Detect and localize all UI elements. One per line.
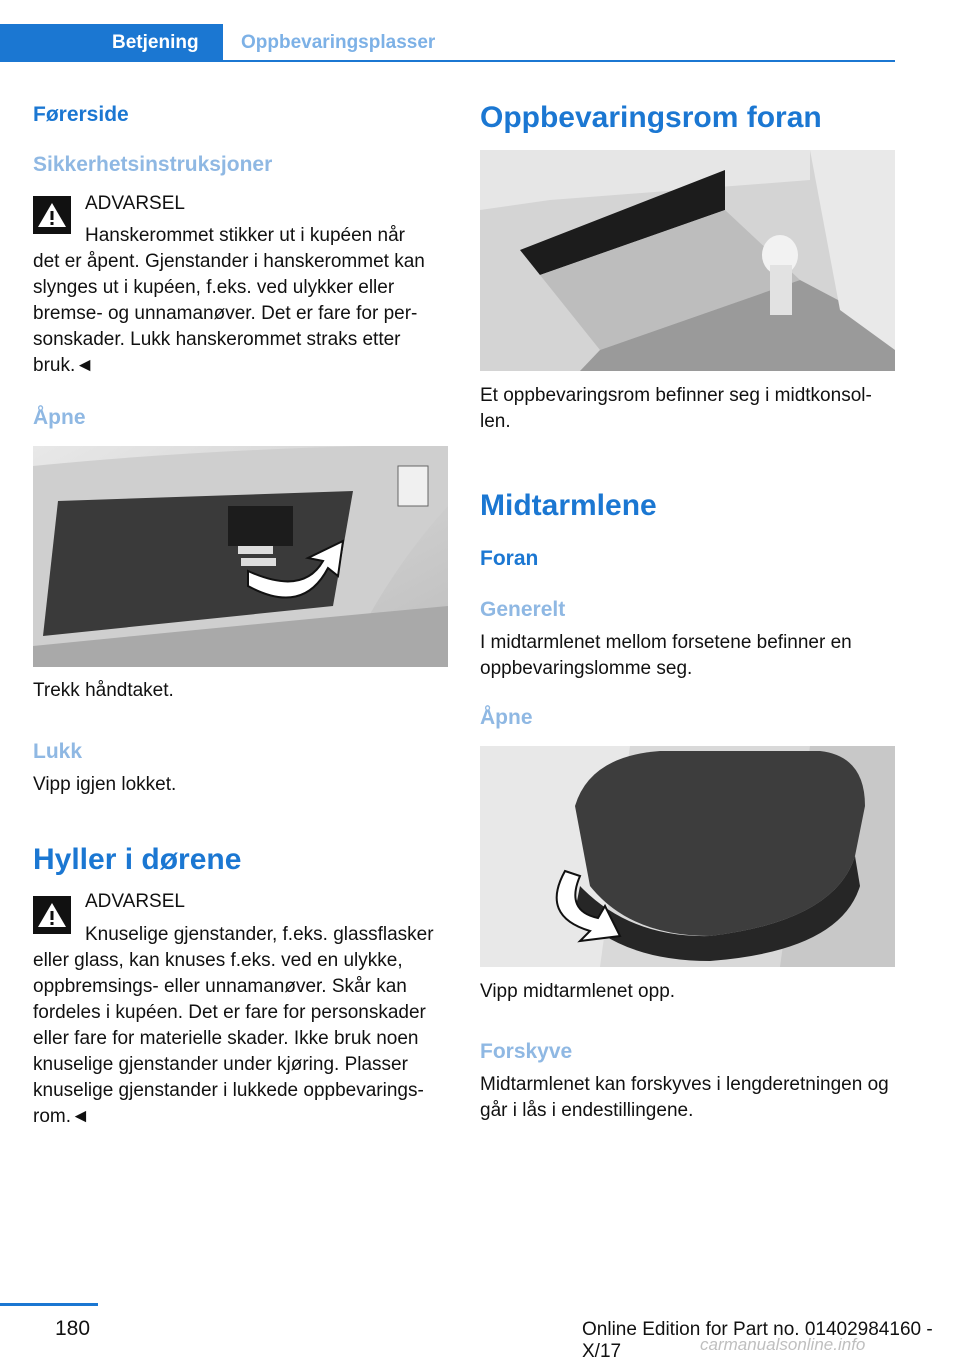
section-tab-inactive: Oppbevaringsplasser: [241, 32, 436, 53]
heading-slide: Forskyve: [480, 1040, 573, 1063]
heading-front-storage: Oppbevaringsrom foran: [480, 101, 822, 134]
watermark: carmanualsonline.info: [700, 1335, 866, 1354]
armrest-image: [480, 746, 895, 967]
page-header: [0, 0, 960, 62]
text-front-storage: Et oppbevaringsrom befinner seg i midtkonsol-len.: [480, 385, 872, 432]
text-slide: Midtarmlenet kan forskyves i lengderetningen og går i lås i endestillingene.: [480, 1074, 889, 1121]
caption-armrest: Vipp midtarmlenet opp.: [480, 981, 676, 1002]
heading-safety: Sikkerhetsinstruksjoner: [33, 153, 273, 176]
edition-text: Online Edition for Part no. 01402984160 - X/17: [582, 1319, 933, 1362]
heading-open: Åpne: [33, 406, 86, 429]
heading-armrest: Midtarmlene: [480, 489, 657, 522]
heading-driver-side: Førerside: [33, 103, 129, 126]
text-general: I midtarmlenet mellom forsetene befinner en oppbevaringslomme seg.: [480, 632, 852, 679]
warning-text: eller glass, kan knuses f.eks. ved en ulykke, oppbremsings- eller unnamanøver. Skår kan fordeles i kupéen. Det er fare for personskader eller fare for materielle skader. Ikke bruk noen knuselige gjenstander under kjøring. Plasser knuselige gjenstander i lukkede oppbevarings-rom.◄: [33, 950, 426, 1127]
warning-text: det er åpent. Gjenstander i hanskerommet kan slynges ut i kupéen, f.eks. ved ulykker eller bremse- og unnamanøver. Det er fare for per-sonskader. Lukk hanskerommet straks etter bruk.◄: [33, 251, 425, 376]
warning-text-first: Hanskerommet stikker ut i kupéen når: [85, 225, 405, 246]
heading-open-armrest: Åpne: [480, 706, 533, 729]
center-console-image: [480, 150, 895, 371]
text-close: Vipp igjen lokket.: [33, 774, 177, 795]
footer-rule: [0, 1303, 98, 1306]
heading-front: Foran: [480, 547, 539, 570]
warning-triangle-icon: [33, 896, 71, 934]
caption-pull-handle: Trekk håndtaket.: [33, 680, 174, 701]
heading-close: Lukk: [33, 740, 83, 763]
heading-general: Generelt: [480, 598, 566, 621]
warning-title: ADVARSEL: [85, 193, 185, 214]
header-rule: [0, 60, 895, 62]
warning-text-first: Knuselige gjenstander, f.eks. glassflasker: [85, 924, 434, 945]
glovebox-image: [33, 446, 448, 667]
page-number: 180: [55, 1317, 91, 1340]
heading-door-shelves: Hyller i dørene: [33, 843, 242, 876]
section-tab-active: Betjening: [0, 24, 223, 62]
warning-title: ADVARSEL: [85, 891, 185, 912]
warning-triangle-icon: [33, 196, 71, 234]
